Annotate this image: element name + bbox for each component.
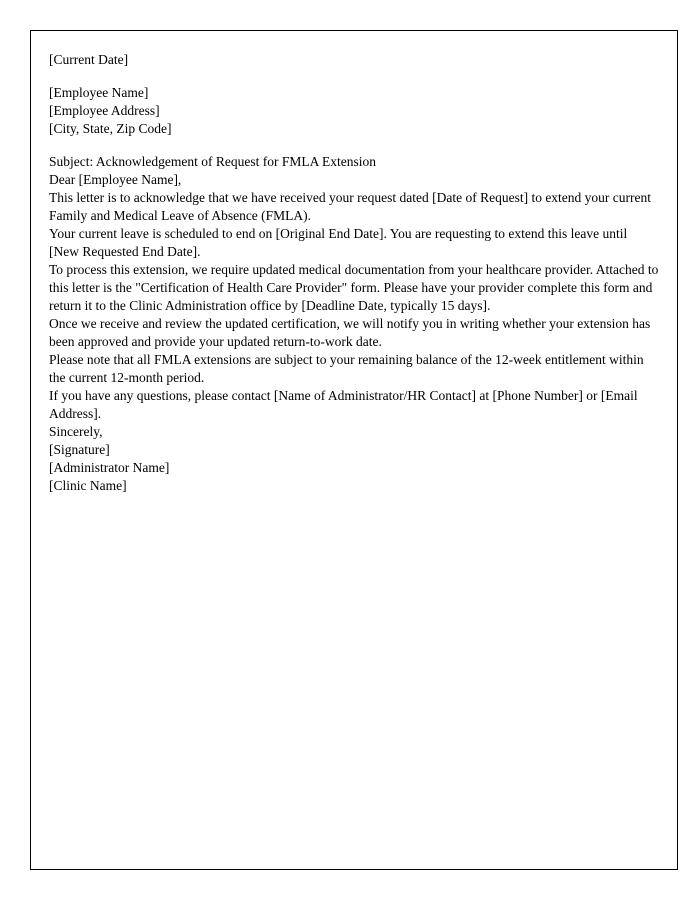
administrator-name: [Administrator Name] [49,460,170,475]
recipient-name: [Employee Name] [49,85,149,100]
letter-paragraph: To process this extension, we require updated medical documentation from your healthcare provider. Attached to this letter is the "Certification of Health Care Provider" form. Please have your provider complete this form and return it to the Clinic Administration office by [Deadline Date, typically 15 days]. [49,262,659,313]
closing: Sincerely, [49,424,103,439]
letter-document [30,30,678,870]
subject-line: Subject: Acknowledgement of Request for FMLA Extension [49,154,376,169]
letter-paragraph: Please note that all FMLA extensions are subject to your remaining balance of the 12-week entitlement within the current 12-month period. [49,352,644,385]
date-line: [Current Date] [49,52,129,67]
salutation: Dear [Employee Name], [49,172,182,187]
letter-paragraph: If you have any questions, please contact [Name of Administrator/HR Contact] at [Phone Number] or [Email Address]. [49,388,638,421]
clinic-name: [Clinic Name] [49,478,127,493]
recipient-address-block [49,84,659,138]
signature-block [49,441,659,495]
recipient-address: [Employee Address] [49,103,160,118]
recipient-city-state-zip: [City, State, Zip Code] [49,121,172,136]
letter-paragraph: This letter is to acknowledge that we have received your request dated [Date of Request] to extend your current Family and Medical Leave of Absence (FMLA). [49,190,652,223]
signature-placeholder: [Signature] [49,442,110,457]
letter-paragraph: Once we receive and review the updated certification, we will notify you in writing whether your extension has been approved and provide your updated return-to-work date. [49,316,651,349]
letter-paragraph: Your current leave is scheduled to end on [Original End Date]. You are requesting to extend this leave until [New Requested End Date]. [49,226,628,259]
